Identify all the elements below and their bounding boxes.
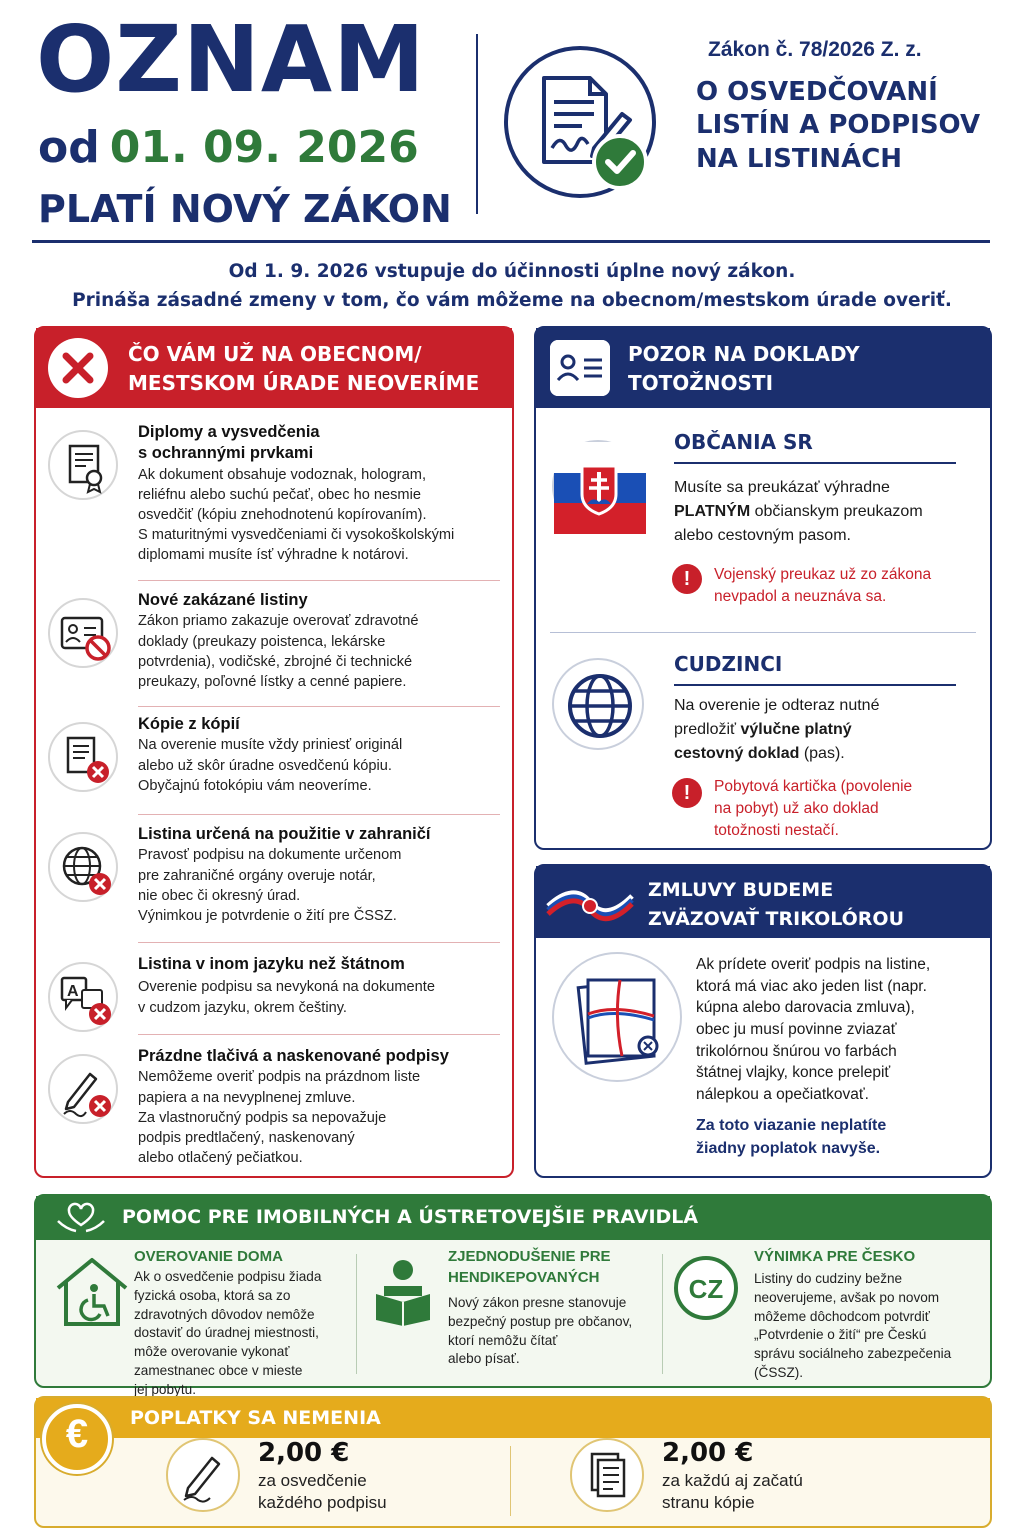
text-line: Na overenie je odteraz nutné bbox=[674, 697, 880, 714]
title-line: POZOR NA DOKLADY bbox=[628, 342, 860, 366]
text-line: zamestnanec obce v mieste bbox=[134, 1362, 303, 1378]
item-text: Na overenie musíte vždy priniesť originál bbox=[138, 737, 403, 754]
item-heading: Listina v inom jazyku než štátnom bbox=[138, 955, 405, 973]
item-text: osvedčiť (kópiu znehodnotenú kopírovaním). bbox=[138, 507, 427, 524]
item-text: papiera a na nevyplnenej zmluve. bbox=[138, 1089, 356, 1106]
page-subtitle: PLATÍ NOVÝ ZÁKON bbox=[38, 187, 452, 231]
not-verified-panel bbox=[34, 326, 514, 1178]
text-line: nálepkou a opečiatkovať. bbox=[696, 1086, 869, 1104]
warning-icon: ! bbox=[672, 564, 702, 594]
help-header bbox=[36, 1196, 990, 1240]
emphasis: cestovný doklad bbox=[674, 745, 800, 762]
divider bbox=[138, 580, 500, 581]
pen-cross-icon bbox=[48, 1054, 118, 1124]
reading-person-icon bbox=[368, 1256, 438, 1328]
text-line: bezpečný postup pre občanov, bbox=[448, 1313, 633, 1329]
item-text: pre zahraničné orgány overuje notár, bbox=[138, 867, 376, 884]
not-verified-header bbox=[36, 328, 512, 408]
item-text: diplomami musíte ísť výhradne k notárovi. bbox=[138, 547, 409, 564]
identity-documents-panel bbox=[534, 326, 992, 850]
currency-symbol: € bbox=[65, 1412, 89, 1456]
certificate-icon bbox=[48, 430, 118, 500]
warning-line: Vojenský preukaz už zo zákona bbox=[714, 566, 932, 583]
item-text: alebo otlačený pečiatkou. bbox=[138, 1149, 303, 1166]
globe-cross-icon bbox=[48, 832, 118, 902]
item-text: Nemôžeme overiť podpis na prázdnom liste bbox=[138, 1069, 421, 1086]
fee-divider bbox=[510, 1446, 511, 1516]
euro-icon bbox=[42, 1404, 112, 1474]
svg-text:A: A bbox=[67, 983, 79, 1000]
text-line: kúpna alebo darovacia zmluva), bbox=[696, 999, 915, 1017]
text-line: obec ju musí povinne zviazať bbox=[696, 1021, 897, 1039]
header-divider bbox=[476, 34, 478, 214]
law-title bbox=[696, 76, 996, 176]
cz-badge-label: CZ bbox=[688, 1274, 724, 1304]
item-text: reliéfnu alebo suchú pečať, obec ho nesmie bbox=[138, 487, 421, 503]
text-line: žiadny poplatok navyše. bbox=[696, 1140, 881, 1158]
fee-amount: 2,00 € bbox=[258, 1438, 350, 1468]
document-copy-icon bbox=[570, 1438, 644, 1512]
pen-icon bbox=[166, 1438, 240, 1512]
cz-badge-icon bbox=[674, 1256, 738, 1320]
divider bbox=[138, 706, 500, 707]
foreigners-text bbox=[674, 694, 974, 766]
text-line: zdravotných dôvodov nemôže bbox=[134, 1306, 315, 1322]
divider bbox=[138, 942, 500, 943]
text-line: môžeme dôchodcom potvrdiť bbox=[754, 1308, 930, 1324]
intro-line: Prináša zásadné zmeny v tom, čo vám môžeme na obecnom/mestskom úrade overiť. bbox=[72, 289, 952, 311]
disability-text bbox=[448, 1294, 658, 1369]
text-line: môže overovanie vykonať bbox=[134, 1344, 290, 1359]
text-fragment: občianskym preukazom bbox=[750, 503, 923, 520]
fee-description bbox=[258, 1470, 387, 1515]
heading-underline bbox=[674, 684, 956, 686]
fee-amount: 2,00 € bbox=[662, 1438, 754, 1468]
item-text: doklady (preukazy poistenca, lekárske bbox=[138, 633, 386, 650]
effective-date bbox=[38, 122, 419, 173]
text-line: Ak prídete overiť podpis na listine, bbox=[696, 956, 931, 973]
item-text: nie obec či okresný úrad. bbox=[138, 887, 301, 904]
item-text: Obyčajnú fotokópiu vám neoveríme. bbox=[138, 777, 372, 794]
tricolor-text bbox=[696, 954, 986, 1106]
item-heading: Listina určená na použitie v zahraničí bbox=[138, 825, 431, 843]
list-item bbox=[48, 714, 502, 806]
id-card-prohibited-icon bbox=[48, 598, 118, 668]
text-line: alebo písať. bbox=[448, 1351, 520, 1367]
list-item bbox=[48, 1046, 502, 1176]
warning-line: na pobyt) už ako doklad bbox=[714, 800, 879, 817]
column-divider bbox=[356, 1254, 357, 1374]
text-line: dostaviť do úradnej miestnosti, bbox=[134, 1325, 319, 1341]
item-text: preukazy, poľovné lístky a cenné papiere. bbox=[138, 673, 407, 690]
copy-of-copy-icon bbox=[48, 722, 118, 792]
text-line: „Potvrdenie o žití“ pre Českú bbox=[754, 1327, 927, 1343]
text-line: jej pobytu. bbox=[134, 1381, 196, 1397]
text-line: (ČSSZ). bbox=[754, 1364, 804, 1380]
page-title: OZNAM bbox=[36, 6, 426, 113]
warning-line: totožnosti nestačí. bbox=[714, 822, 839, 839]
intro-line: Od 1. 9. 2026 vstupuje do účinnosti úplne nový zákon. bbox=[228, 261, 796, 282]
item-text: Výnimkou je potvrdenie o žití pre ČSSZ. bbox=[138, 907, 397, 924]
fee-description bbox=[662, 1470, 803, 1515]
item-text: alebo už skôr úradne osvedčenú kópiu. bbox=[138, 757, 392, 774]
item-heading: Prázdne tlačivá a naskenované podpisy bbox=[138, 1047, 449, 1065]
list-item bbox=[48, 954, 502, 1028]
emphasis: výlučne platný bbox=[740, 721, 852, 738]
tricolor-ribbon-icon bbox=[544, 876, 636, 928]
item-text: Overenie podpisu sa nevykoná na dokumente bbox=[138, 979, 435, 996]
header-rule bbox=[32, 240, 990, 243]
text-line: Listiny do cudziny bežne bbox=[754, 1271, 903, 1286]
title-line: MESTSKOM ÚRADE NEOVERÍME bbox=[128, 371, 480, 395]
column-divider bbox=[662, 1254, 663, 1374]
home-accessibility-icon bbox=[52, 1254, 132, 1330]
not-verified-title bbox=[128, 340, 479, 398]
signed-document-check-icon bbox=[502, 44, 658, 200]
heading-underline bbox=[674, 462, 956, 464]
law-title-line: NA LISTINÁCH bbox=[696, 143, 903, 174]
text-line: správu sociálneho zabezpečenia bbox=[754, 1346, 952, 1361]
citizens-warning bbox=[714, 564, 974, 608]
list-item bbox=[48, 422, 502, 572]
fees-title: POPLATKY SA NEMENIA bbox=[130, 1407, 381, 1429]
header bbox=[32, 6, 992, 244]
divider bbox=[138, 1034, 500, 1035]
divider bbox=[550, 632, 976, 633]
text-line: trikolórnou šnúrou vo farbách bbox=[696, 1042, 897, 1060]
tricolor-note bbox=[696, 1114, 986, 1160]
language-cross-icon bbox=[48, 962, 118, 1032]
text-line: alebo cestovným pasom. bbox=[674, 527, 851, 544]
foreigners-heading: CUDZINCI bbox=[674, 652, 783, 676]
heading-line: ZJEDNODUŠENIE PRE bbox=[448, 1248, 611, 1265]
title-line: ZVÄZOVAŤ TRIKOLÓROU bbox=[648, 907, 905, 930]
title-line: ČO VÁM UŽ NA OBECNOM/ bbox=[128, 342, 422, 366]
warning-line: Pobytová kartička (povolenie bbox=[714, 778, 913, 795]
bound-documents-icon bbox=[552, 952, 682, 1082]
list-item bbox=[48, 590, 502, 700]
home-verification-heading: OVEROVANIE DOMA bbox=[134, 1248, 283, 1265]
emphasis: PLATNÝM bbox=[674, 503, 751, 520]
tricolor-header bbox=[536, 866, 990, 938]
text-fragment: predložiť bbox=[674, 721, 741, 738]
fees-header bbox=[36, 1398, 990, 1438]
text-line: za osvedčenie bbox=[258, 1471, 367, 1490]
title-line: TOTOŽNOSTI bbox=[628, 371, 774, 395]
text-line: Musíte sa preukázať výhradne bbox=[674, 479, 890, 496]
czech-exception-text bbox=[754, 1270, 986, 1383]
identity-header bbox=[536, 328, 990, 408]
text-line: za každú aj začatú bbox=[662, 1471, 803, 1490]
item-text: podpis predtlačený, naskenovaný bbox=[138, 1129, 355, 1146]
text-line: ktorí nemôžu čítať bbox=[448, 1332, 558, 1348]
date-value: 01. 09. 2026 bbox=[109, 122, 419, 173]
id-card-icon bbox=[550, 340, 610, 396]
slovak-flag-icon bbox=[552, 440, 644, 532]
item-heading: Diplomy a vysvedčenia bbox=[138, 423, 320, 441]
law-title-line: O OSVEDČOVANÍ bbox=[696, 77, 938, 107]
tricolor-title bbox=[648, 876, 904, 933]
law-title-line: LISTÍN A PODPISOV bbox=[696, 110, 981, 141]
item-text: Ak dokument obsahuje vodoznak, hologram, bbox=[138, 466, 426, 483]
text-line: stranu kópie bbox=[662, 1493, 755, 1513]
globe-icon bbox=[552, 658, 644, 750]
czech-exception-heading: VÝNIMKA PRE ČESKO bbox=[754, 1248, 916, 1265]
disability-heading bbox=[448, 1246, 611, 1288]
close-icon bbox=[48, 338, 108, 398]
divider bbox=[138, 814, 500, 815]
citizens-text bbox=[674, 476, 974, 548]
home-verification-text bbox=[134, 1268, 354, 1399]
text-line: Za toto viazanie neplatíte bbox=[696, 1117, 887, 1134]
text-line: neoverujeme, avšak po novom bbox=[754, 1289, 940, 1305]
caring-hands-icon bbox=[56, 1201, 106, 1235]
item-heading: Nové zakázané listiny bbox=[138, 591, 308, 609]
item-text: S maturitnými vysvedčeniami či vysokoškolskými bbox=[138, 527, 455, 544]
date-prefix: od bbox=[38, 122, 100, 173]
help-panel bbox=[34, 1194, 992, 1397]
item-heading: s ochrannými prvkami bbox=[138, 444, 314, 463]
warning-icon: ! bbox=[672, 778, 702, 808]
identity-title bbox=[628, 340, 860, 398]
text-line bbox=[674, 718, 974, 742]
text-line bbox=[674, 742, 974, 766]
text-line: každého podpisu bbox=[258, 1493, 387, 1513]
foreigners-warning bbox=[714, 776, 974, 842]
item-heading: Kópie z kópií bbox=[138, 715, 240, 733]
text-line bbox=[674, 500, 974, 524]
item-text: Za vlastnoručný podpis sa nepovažuje bbox=[138, 1109, 387, 1126]
text-line: štátnej vlajky, konce prelepiť bbox=[696, 1064, 891, 1082]
heading-line: HENDIKEPOVANÝCH bbox=[448, 1269, 600, 1286]
text-line: ktorá má viac ako jeden list (napr. bbox=[696, 977, 927, 995]
citizens-heading: OBČANIA SR bbox=[674, 430, 813, 454]
warning-line: nevpadol a neuznáva sa. bbox=[714, 588, 887, 605]
item-text: Zákon priamo zakazuje overovať zdravotné bbox=[138, 613, 419, 630]
law-number: Zákon č. 78/2026 Z. z. bbox=[708, 38, 922, 61]
help-title: POMOC PRE IMOBILNÝCH A ÚSTRETOVEJŠIE PRAVIDLÁ bbox=[122, 1206, 699, 1228]
tricolor-binding-panel bbox=[534, 864, 992, 1178]
item-text: v cudzom jazyku, okrem češtiny. bbox=[138, 999, 347, 1016]
text-line: Nový zákon presne stanovuje bbox=[448, 1295, 627, 1310]
list-item bbox=[48, 824, 502, 934]
text-fragment: (pas). bbox=[799, 745, 845, 762]
title-line: ZMLUVY BUDEME bbox=[648, 879, 834, 901]
intro-text bbox=[0, 258, 1024, 315]
text-line: Ak o osvedčenie podpisu žiada bbox=[134, 1269, 322, 1284]
item-text: potvrdenia), vodičské, zbrojné či technické bbox=[138, 653, 413, 670]
text-line: fyzická osoba, ktorá sa zo bbox=[134, 1287, 291, 1303]
item-text: Pravosť podpisu na dokumente určenom bbox=[138, 847, 402, 864]
